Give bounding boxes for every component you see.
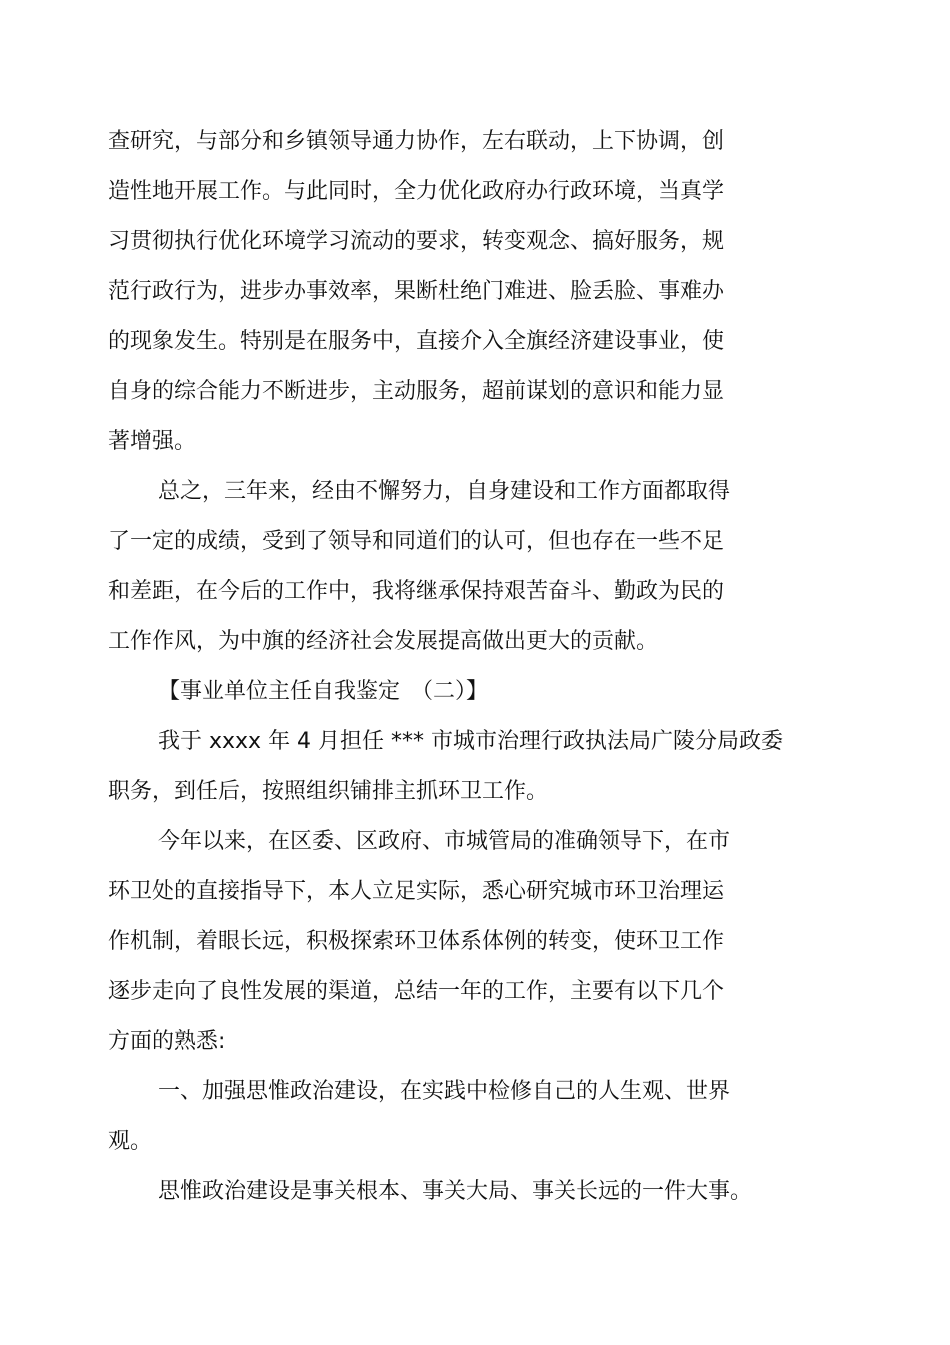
paragraph-line: 一、加强思惟政治建设，在实践中检修自己的人生观、世界	[158, 1079, 731, 1104]
section-heading: 【事业单位主任自我鉴定 （二）】	[158, 679, 489, 704]
paragraph-line: 环卫处的直接指导下，本人立足实际，悉心研究城市环卫治理运	[108, 879, 725, 904]
paragraph-line: 范行政行为，进步办事效率，果断杜绝门难进、脸丢脸、事难办	[108, 279, 725, 304]
paragraph-line: 自身的综合能力不断进步，主动服务，超前谋划的意识和能力显	[108, 379, 725, 404]
paragraph-line: 的现象发生。特别是在服务中，直接介入全旗经济建设事业，使	[108, 329, 725, 354]
paragraph-line: 了一定的成绩，受到了领导和同道们的认可，但也存在一些不足	[108, 529, 725, 554]
paragraph-line: 逐步走向了良性发展的渠道，总结一年的工作，主要有以下几个	[108, 979, 725, 1004]
paragraph-line: 今年以来，在区委、区政府、市城管局的准确领导下，在市	[158, 829, 731, 854]
paragraph-line: 我于 xxxx 年 4 月担任 *** 市城市治理行政执法局广陵分局政委	[158, 729, 784, 754]
paragraph-line: 工作作风，为中旗的经济社会发展提高做出更大的贡献。	[108, 629, 659, 654]
paragraph-line: 著增强。	[108, 429, 197, 454]
paragraph-line: 思惟政治建设是事关根本、事关大局、事关长远的一件大事。	[158, 1179, 753, 1204]
paragraph-line: 查研究，与部分和乡镇领导通力协作，左右联动，上下协调，创	[108, 129, 725, 154]
paragraph-line: 和差距，在今后的工作中，我将继承保持艰苦奋斗、勤政为民的	[108, 579, 725, 604]
paragraph-line: 方面的熟悉:	[108, 1029, 226, 1054]
paragraph-line: 习贯彻执行优化环境学习流动的要求，转变观念、搞好服务，规	[108, 229, 725, 254]
paragraph-line: 职务，到任后，按照组织铺排主抓环卫工作。	[108, 779, 549, 804]
paragraph-line: 造性地开展工作。与此同时，全力优化政府办行政环境，当真学	[108, 179, 725, 204]
paragraph-line: 观。	[108, 1129, 153, 1154]
paragraph-line: 总之，三年来，经由不懈努力，自身建设和工作方面都取得	[158, 479, 731, 504]
paragraph-line: 作机制，着眼长远，积极探索环卫体系体例的转变，使环卫工作	[108, 929, 725, 954]
